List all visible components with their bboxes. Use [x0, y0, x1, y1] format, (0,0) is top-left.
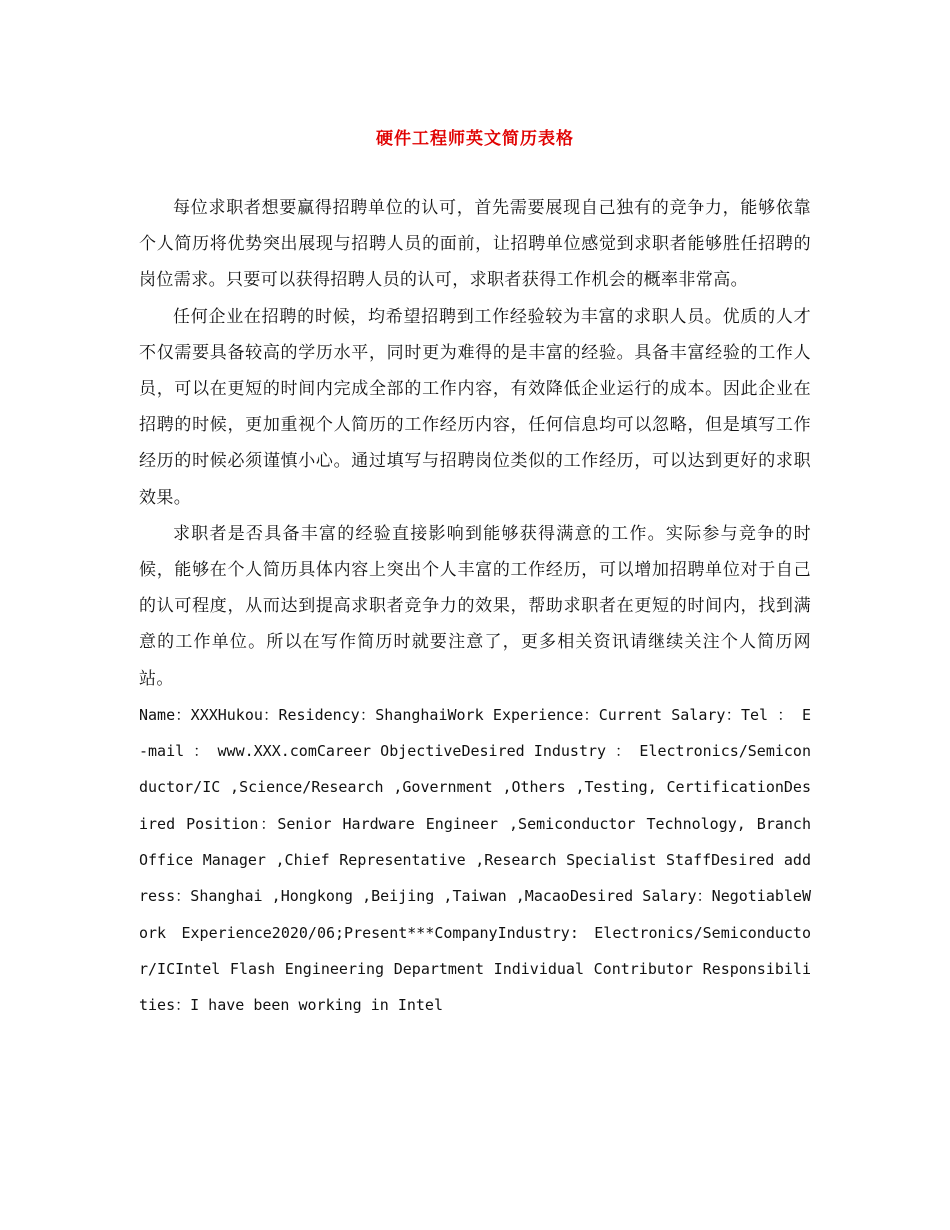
- intro-paragraph-1: 每位求职者想要赢得招聘单位的认可，首先需要展现自己独有的竞争力，能够依靠个人简历将优势突出展现与招聘人员的面前，让招聘单位感觉到求职者能够胜任招聘的岗位需求。只要可以获得招聘人员的认可，求职者获得工作机会的概率非常高。: [139, 198, 811, 291]
- document-title: 硬件工程师英文简历表格: [376, 129, 574, 149]
- resume-details: Name：XXXHukou：Residency：ShanghaiWork Experience：Current Salary：Tel ： E-mail ： www.XXX.comCareer ObjectiveDesired Industry ： Electronics/Semiconductor/IC ,Science/Research ,Government ,Others ,Testing, CertificationDesired Position：Senior Hardware Engineer ,Semiconductor Technology, Branch Office Manager ,Chief Representative ,Research Specialist StaffDesired address：Shanghai ,Hongkong ,Beijing ,Taiwan ,MacaoDesired Salary：NegotiableWork Experience2020/06;Present***CompanyIndustry: Electronics/Semiconductor/ICIntel Flash Engineering Department Individual Contributor Responsibilities：I have been working in Intel: [139, 705, 811, 1015]
- intro-paragraph-2: 任何企业在招聘的时候，均希望招聘到工作经验较为丰富的求职人员。优质的人才不仅需要具备较高的学历水平，同时更为难得的是丰富的经验。具备丰富经验的工作人员，可以在更短的时间内完成全部的工作内容，有效降低企业运行的成本。因此企业在招聘的时候，更加重视个人简历的工作经历内容，任何信息均可以忽略，但是填写工作经历的时候必须谨慎小心。通过填写与招聘岗位类似的工作经历，可以达到更好的求职效果。: [139, 306, 811, 508]
- document-body: [139, 190, 811, 1024]
- intro-paragraph-3: 求职者是否具备丰富的经验直接影响到能够获得满意的工作。实际参与竞争的时候，能够在个人简历具体内容上突出个人丰富的工作经历，可以增加招聘单位对于自己的认可程度，从而达到提高求职者竞争力的效果，帮助求职者在更短的时间内，找到满意的工作单位。所以在写作简历时就要注意了，更多相关资讯请继续关注个人简历网站。: [139, 523, 811, 689]
